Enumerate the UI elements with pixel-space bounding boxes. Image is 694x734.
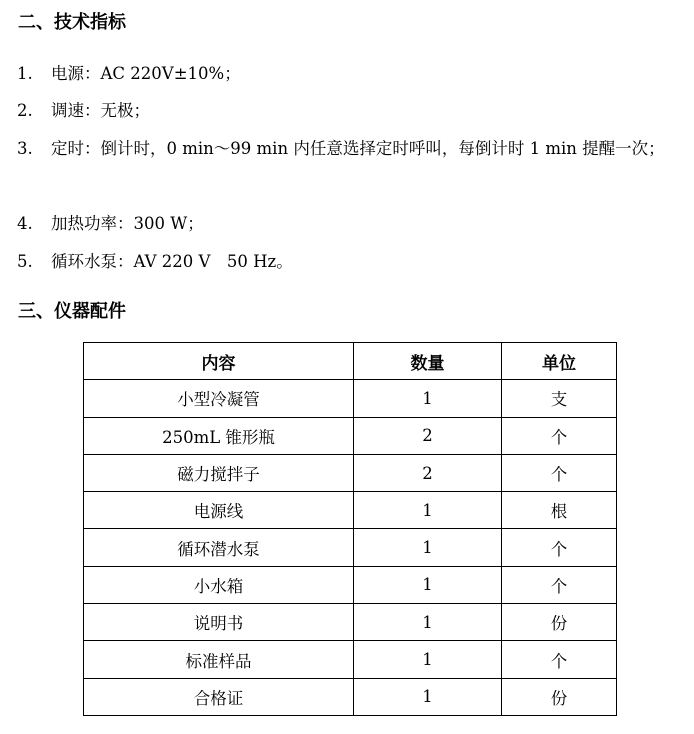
table-row — [84, 604, 617, 641]
table-header-row — [84, 343, 617, 380]
cell-quantity: 1 — [354, 380, 502, 417]
cell-quantity: 2 — [354, 454, 502, 491]
table-row — [84, 492, 617, 529]
cell-unit: 份 — [502, 678, 617, 715]
spec-number: 4. — [17, 214, 33, 233]
cell-content: 合格证 — [84, 678, 354, 715]
cell-unit: 个 — [502, 454, 617, 491]
column-header-quantity: 数量 — [354, 343, 502, 380]
table-row — [84, 641, 617, 678]
spec-number: 5. — [17, 252, 33, 271]
cell-unit: 个 — [502, 641, 617, 678]
table-row — [84, 417, 617, 454]
cell-quantity: 1 — [354, 529, 502, 566]
column-header-content: 内容 — [84, 343, 354, 380]
cell-content: 磁力搅拌子 — [84, 454, 354, 491]
cell-content: 小型冷凝管 — [84, 380, 354, 417]
cell-quantity: 1 — [354, 678, 502, 715]
cell-content: 标准样品 — [84, 641, 354, 678]
cell-quantity: 1 — [354, 604, 502, 641]
cell-quantity: 1 — [354, 492, 502, 529]
spec-text: 加热功率：300 W； — [51, 214, 204, 233]
cell-content: 说明书 — [84, 604, 354, 641]
cell-unit: 支 — [502, 380, 617, 417]
cell-unit: 个 — [502, 417, 617, 454]
table-row — [84, 566, 617, 603]
table-row — [84, 454, 617, 491]
column-header-unit: 单位 — [502, 343, 617, 380]
cell-unit: 个 — [502, 529, 617, 566]
cell-quantity: 1 — [354, 641, 502, 678]
cell-unit: 个 — [502, 566, 617, 603]
table-row — [84, 678, 617, 715]
cell-content: 电源线 — [84, 492, 354, 529]
cell-unit: 份 — [502, 604, 617, 641]
cell-unit: 根 — [502, 492, 617, 529]
spec-number: 2. — [17, 101, 33, 120]
cell-content: 循环潜水泵 — [84, 529, 354, 566]
spec-text: 定时：倒计时，0 min～99 min 内任意选择定时呼叫，每倒计时 1 min 提醒一次； — [51, 139, 665, 158]
section-title-accessories: 三、仪器配件 — [18, 301, 126, 322]
table-row — [84, 380, 617, 417]
cell-quantity: 1 — [354, 566, 502, 603]
spec-text: 电源：AC 220V±10%； — [51, 64, 241, 83]
accessories-table — [83, 342, 617, 716]
spec-text: 循环水泵：AV 220 V 50 Hz。 — [51, 252, 293, 271]
cell-content: 小水箱 — [84, 566, 354, 603]
table-row — [84, 529, 617, 566]
spec-text: 调速：无极； — [51, 101, 150, 120]
cell-content: 250mL 锥形瓶 — [84, 417, 354, 454]
spec-number: 3. — [17, 139, 33, 158]
spec-number: 1. — [17, 64, 33, 83]
section-title-tech-specs: 二、技术指标 — [18, 12, 126, 33]
cell-quantity: 2 — [354, 417, 502, 454]
